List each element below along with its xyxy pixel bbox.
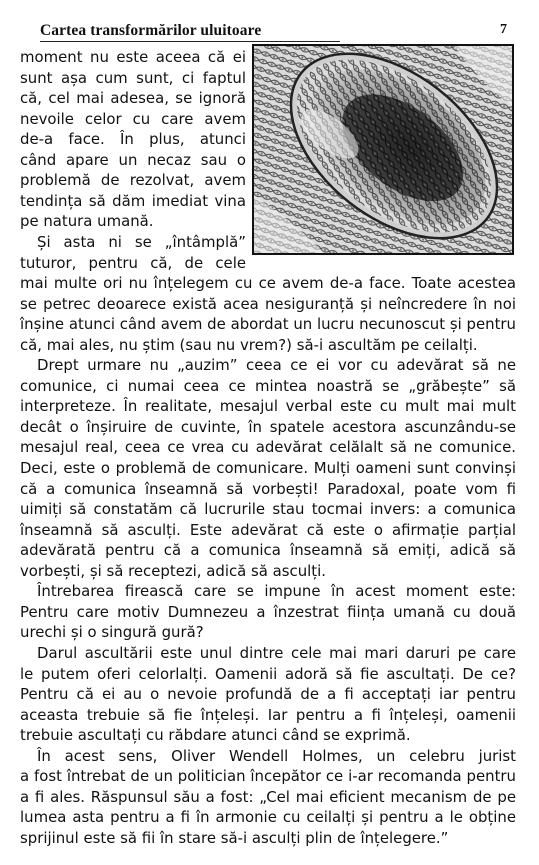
text-line: a fost întrebat de un politician începător ce i-ar recomanda pentru <box>20 767 516 785</box>
text-line: Darul ascultării este unul dintre cele mai mari daruri pe care <box>37 644 516 662</box>
text-line: că a comunica înseamnă să vorbești! Paradoxal, poate vom fi <box>20 480 516 498</box>
text-line: de-a face. În plus, atunci <box>20 130 246 148</box>
text-line: sprijinul este să fii în stare să-i asculți plin de înțelegere.” <box>20 829 449 847</box>
running-title: Cartea transformărilor uluitoare <box>40 22 262 39</box>
text-line: decât o înșiruire de cuvinte, în spatele acestora ascunzându-se <box>20 418 516 436</box>
text-line: adevărată pentru că a comunica înseamnă să emiți, adică să <box>20 541 516 559</box>
text-line: problemă de rezolvat, avem <box>20 171 246 189</box>
text-line: tuturor, pentru că, de cele <box>20 254 246 272</box>
text-line: înșine atunci când avem de abordat un lucru necunoscut și pentru <box>20 315 516 333</box>
text-line: când apare un necaz sau o <box>20 151 246 169</box>
text-line: În acest sens, Oliver Wendell Holmes, un celebru jurist <box>37 747 516 765</box>
text-line: interpreteze. În realitate, mesajul verbal este cu mult mai mult <box>20 397 516 415</box>
text-line: Întrebarea firească care se impune în acest moment este: <box>37 582 516 600</box>
text-line: se petrec deoarece există acea nesiguranță și neîncredere în noi <box>20 295 516 313</box>
text-line: nevoile celor cu care avem <box>20 110 246 128</box>
text-line: mai multe ori nu înțelegem cu ce avem de-a face. Toate acestea <box>20 274 516 292</box>
text-line: aceasta trebuie să fie înțeleși. Iar pentru a fi înțeleși, oamenii <box>20 706 516 724</box>
page-header <box>40 22 515 46</box>
text-line: că, cel mai adesea, se ignoră <box>20 89 246 107</box>
text-line: că, mai ales, nu știm (sau nu vrem?) să-i ascultăm pe ceilalți. <box>20 336 478 354</box>
text-line: trebuie ascultați cu răbdare atunci când se exprimă. <box>20 726 411 744</box>
text-line: Deci, este o problemă de comunicare. Mulți oameni sunt convinși <box>20 459 516 477</box>
text-line: le putem oferi celorlalți. Oamenii adoră să fie ascultați. De ce? <box>20 665 516 683</box>
textured-egg-photo <box>252 44 514 255</box>
text-line: înseamnă să asculți. Este adevărat că este o afirmație parțial <box>20 521 516 539</box>
header-rule <box>40 41 340 42</box>
text-line: vorbești, și să receptezi, adică să asculți. <box>20 562 327 580</box>
text-line: urechi și o singură gură? <box>20 623 204 641</box>
text-line: comunice, ci numai ceea ce mintea noastră se „grăbește” să <box>20 377 516 395</box>
text-line: a fi ales. Răspunsul său a fost: „Cel mai eficient mecanism de pe <box>20 788 516 806</box>
text-line: uimiți să constatăm că lucrurile stau tocmai invers: a comunica <box>20 500 516 518</box>
text-line: mesajul real, ceea ce vrea cu adevărat celălalt să ne comunice. <box>20 438 516 456</box>
text-line: Pentru că ei au o nevoie profundă de a fi acceptați iar pentru <box>20 685 516 703</box>
page-number: 7 <box>500 22 507 37</box>
text-line: Pentru care motiv Dumnezeu a înzestrat ființa umană cu două <box>20 603 516 621</box>
text-line: sunt așa cum sunt, ci faptul <box>20 69 246 87</box>
text-line: pe natura umană. <box>20 212 154 230</box>
text-line: moment nu este aceea că ei <box>20 48 246 66</box>
text-line: lumea asta pentru a fi în armonie cu ceilalți și pentru a le obține <box>20 808 516 826</box>
text-line: Drept urmare nu „auzim” ceea ce ei vor cu adevărat să ne <box>37 356 516 374</box>
text-line: Și asta ni se „întâmplă” <box>37 233 246 251</box>
egg-photo-illustration <box>254 46 512 253</box>
text-line: tendința să dăm imediat vina <box>20 192 246 210</box>
